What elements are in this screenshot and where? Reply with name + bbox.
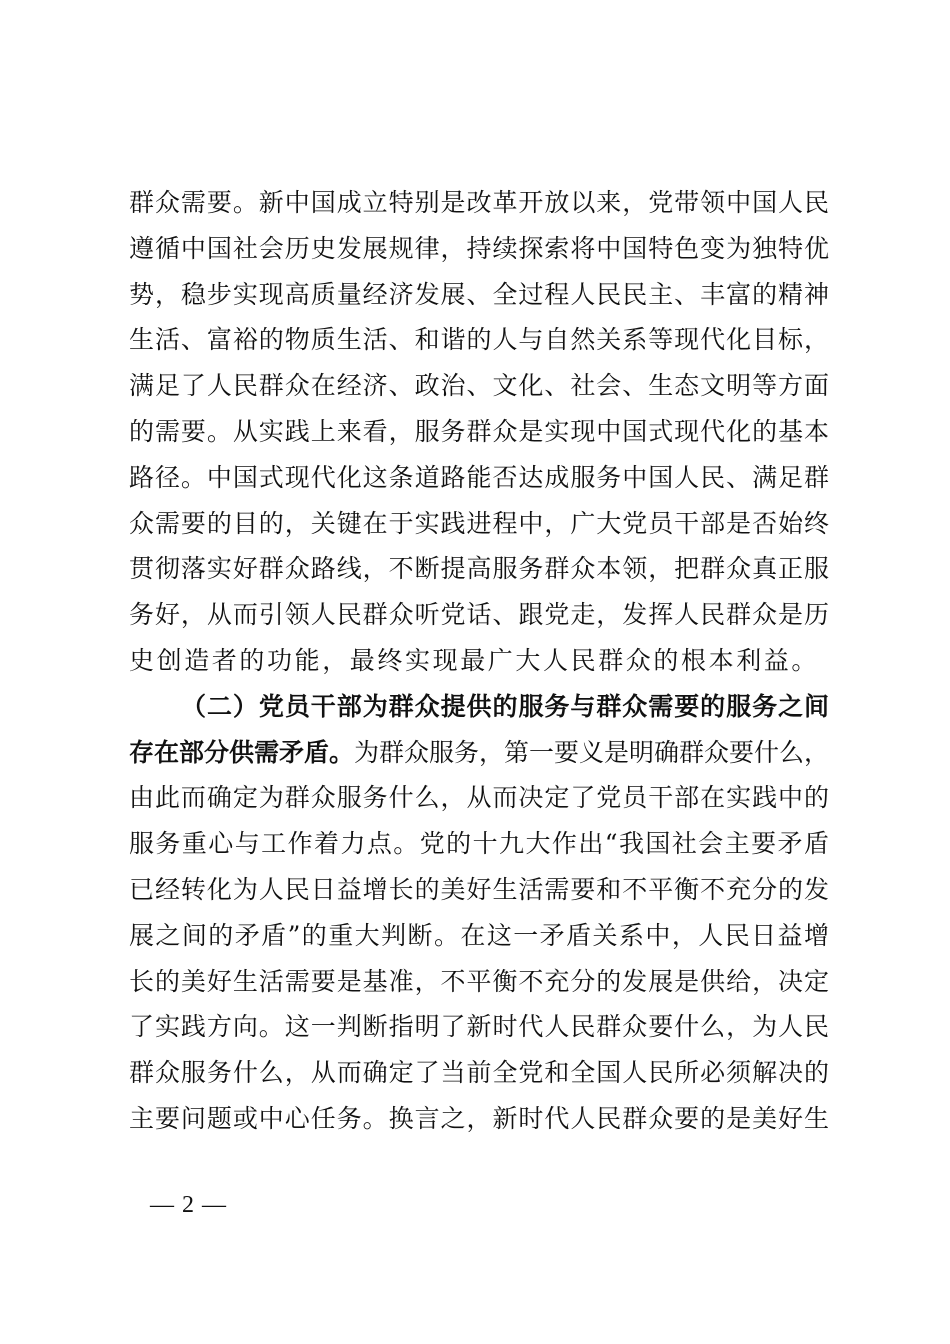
text-line-17: 展之间的矛盾”的重大判断。在这一矛盾关系中，人民日益增 bbox=[129, 920, 829, 950]
text-line-6: 的需要。从实践上来看，服务群众是实现中国式现代化的基本 bbox=[129, 416, 829, 446]
text-line-5: 满足了人民群众在经济、政治、文化、社会、生态文明等方面 bbox=[129, 371, 829, 401]
text-line-19: 了实践方向。这一判断指明了新时代人民群众要什么，为人民 bbox=[129, 1012, 829, 1042]
text-line-1: 群众需要。新中国成立特别是改革开放以来，党带领中国人民 bbox=[129, 188, 829, 217]
text-line-9: 贯彻落实好群众路线，不断提高服务群众本领，把群众真正服 bbox=[129, 554, 829, 584]
text-line-7: 路径。中国式现代化这条道路能否达成服务中国人民、满足群 bbox=[129, 462, 829, 492]
text-line-20: 群众服务什么，从而确定了当前全党和全国人民所必须解决的 bbox=[129, 1058, 829, 1088]
text-line-8: 众需要的目的，关键在于实践进程中，广大党员干部是否始终 bbox=[129, 508, 829, 538]
section-heading-line-1: （二）党员干部为群众提供的服务与群众需要的服务之间 bbox=[181, 691, 829, 721]
text-line-14: 由此而确定为群众服务什么，从而决定了党员干部在实践中的 bbox=[129, 783, 829, 813]
text-line-11: 史创造者的功能，最终实现最广大人民群众的根本利益。 bbox=[129, 645, 820, 675]
text-line-21: 主要问题或中心任务。换言之，新时代人民群众要的是美好生 bbox=[129, 1103, 829, 1133]
text-line-16: 已经转化为人民日益增长的美好生活需要和不平衡不充分的发 bbox=[129, 874, 829, 904]
body-text bbox=[129, 180, 829, 1142]
text-line-18: 长的美好生活需要是基准，不平衡不充分的发展是供给，决定 bbox=[129, 966, 829, 996]
text-line-2: 遵循中国社会历史发展规律，持续探索将中国特色变为独特优 bbox=[129, 233, 829, 263]
section-heading-rest: 为群众服务，第一要义是明确群众要什么， bbox=[354, 737, 830, 767]
text-line-4: 生活、富裕的物质生活、和谐的人与自然关系等现代化目标， bbox=[129, 325, 829, 355]
section-heading-bold: 存在部分供需矛盾。 bbox=[129, 737, 355, 767]
text-line-3: 势，稳步实现高质量经济发展、全过程人民民主、丰富的精神 bbox=[129, 279, 829, 309]
text-line-10: 务好，从而引领人民群众听党话、跟党走，发挥人民群众是历 bbox=[129, 600, 829, 630]
section-heading-line-2 bbox=[129, 730, 829, 776]
page-number: — 2 — bbox=[150, 1192, 227, 1218]
text-line-15: 服务重心与工作着力点。党的十九大作出“我国社会主要矛盾 bbox=[129, 829, 829, 859]
